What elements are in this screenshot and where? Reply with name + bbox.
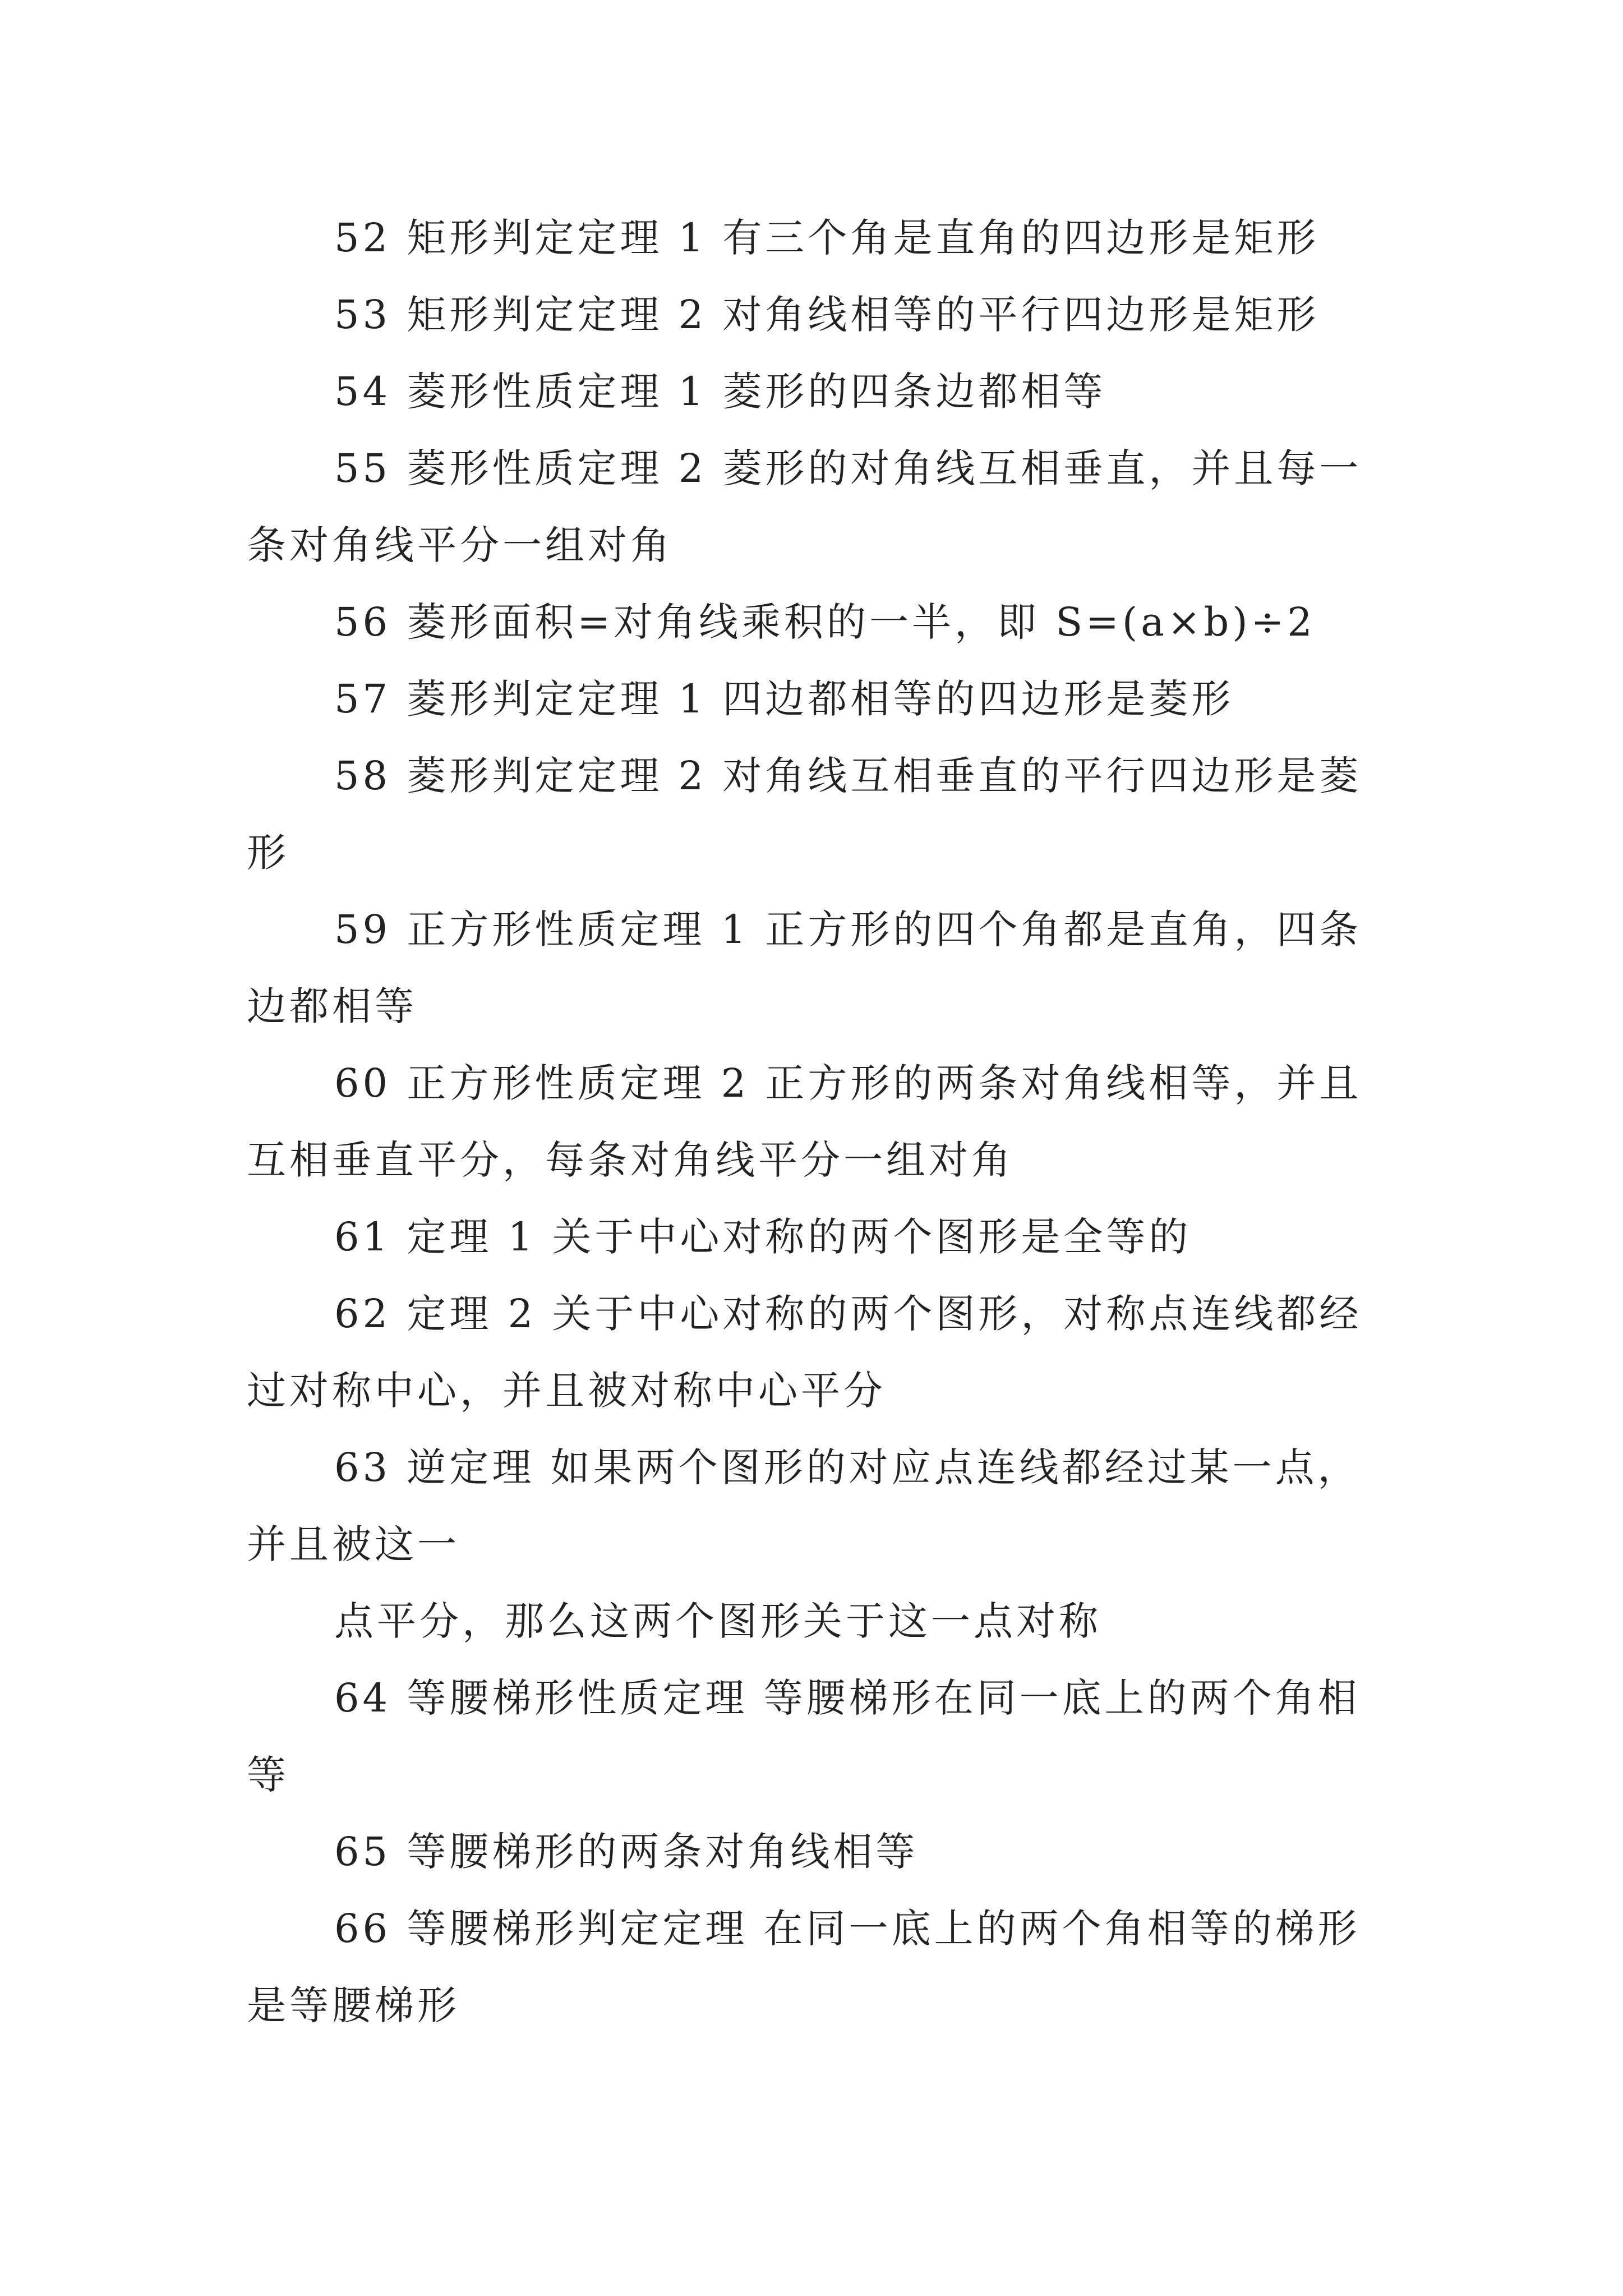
paragraph-58: 58 菱形判定定理 2 对角线互相垂直的平行四边形是菱形 (247, 753, 1362, 876)
paragraph-52: 52 矩形判定定理 1 有三个角是直角的四边形是矩形 (334, 215, 1320, 261)
paragraph-55: 55 菱形性质定理 2 菱形的对角线互相垂直，并且每一条对角线平分一组对角 (247, 445, 1362, 568)
paragraph-59: 59 正方形性质定理 1 正方形的四个角都是直角，四条边都相等 (247, 907, 1362, 1029)
paragraph-57: 57 菱形判定定理 1 四边都相等的四边形是菱形 (334, 676, 1234, 722)
document-body (247, 200, 1391, 2044)
paragraph-62: 62 定理 2 关于中心对称的两个图形，对称点连线都经过对称中心，并且被对称中心平分 (247, 1291, 1362, 1414)
paragraph-54: 54 菱形性质定理 1 菱形的四条边都相等 (334, 369, 1106, 415)
paragraph-63-continued: 点平分，那么这两个图形关于这一点对称 (334, 1598, 1101, 1644)
paragraph-60: 60 正方形性质定理 2 正方形的两条对角线相等，并且互相垂直平分，每条对角线平分一组对角 (247, 1060, 1362, 1183)
paragraph-64: 64 等腰梯形性质定理 等腰梯形在同一底上的两个角相等 (247, 1675, 1361, 1798)
paragraph-65: 65 等腰梯形的两条对角线相等 (334, 1829, 919, 1875)
paragraph-61: 61 定理 1 关于中心对称的两个图形是全等的 (334, 1214, 1192, 1260)
paragraph-53: 53 矩形判定定理 2 对角线相等的平行四边形是矩形 (334, 292, 1320, 338)
paragraph-63: 63 逆定理 如果两个图形的对应点连线都经过某一点，并且被这一 (247, 1444, 1361, 1567)
paragraph-66: 66 等腰梯形判定定理 在同一底上的两个角相等的梯形是等腰梯形 (247, 1906, 1361, 2028)
paragraph-56: 56 菱形面积=对角线乘积的一半，即 S=(a×b)÷2 (334, 599, 1316, 645)
